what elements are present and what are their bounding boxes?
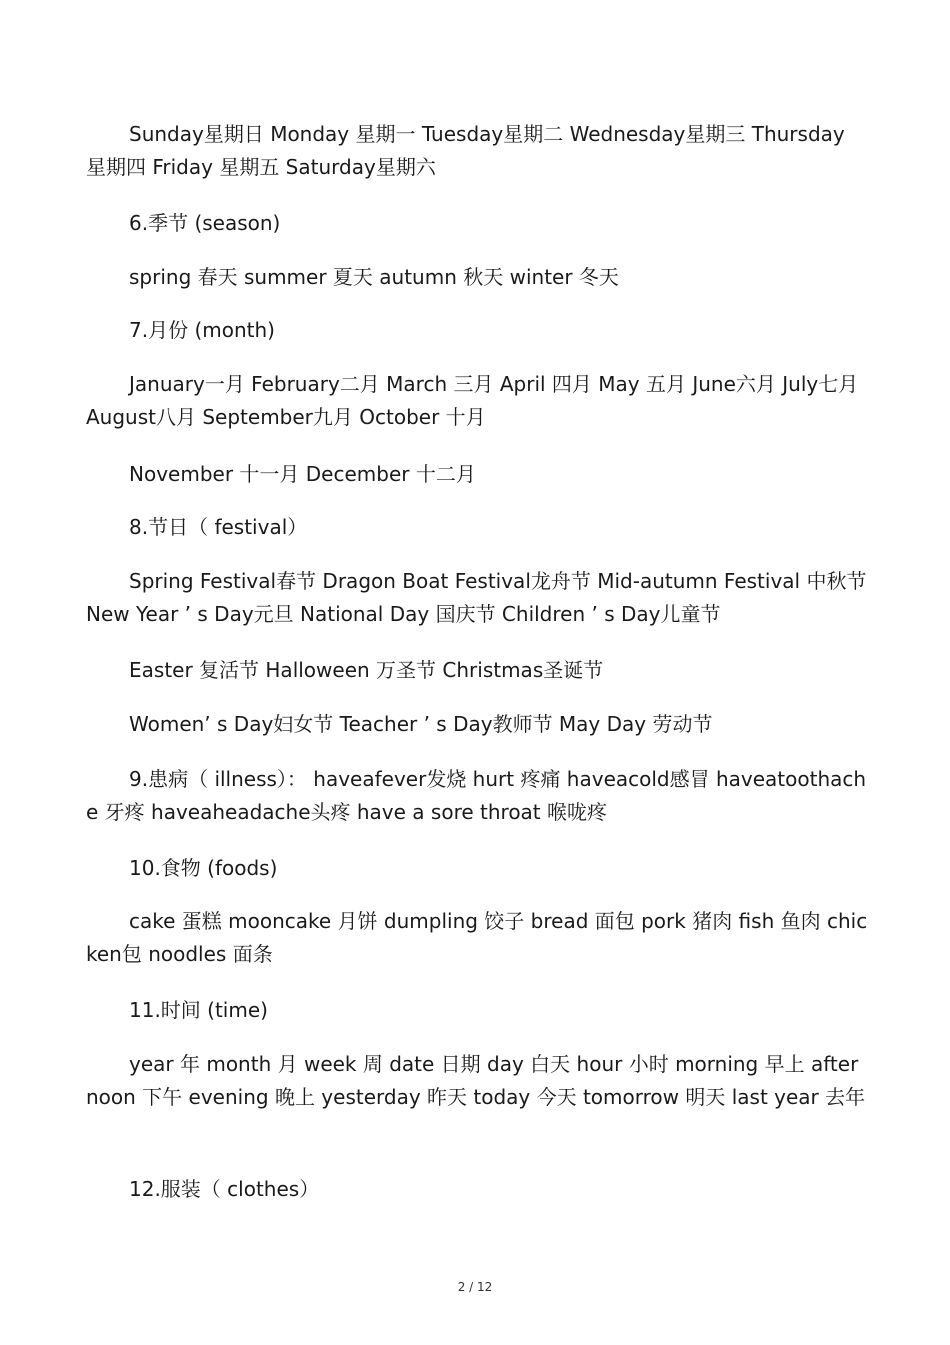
time-paragraph: year 年 month 月 week 周 date 日期 day 白天 hour 小时 morning 早上 afternoon 下午 evening 晚上 yesterday 昨天 today 今天 tomorrow 明天 last year 去年 [86, 1052, 866, 1109]
months-paragraph: January一月 February二月 March 三月 April 四月 May 五月 June六月 July七月 August八月 September九月 October 十月 [86, 372, 859, 429]
seasons-paragraph: spring 春天 summer 夏天 autumn 秋天 winter 冬天 [129, 265, 619, 289]
heading-festival: 8.节日（ festival） [129, 515, 308, 539]
heading-month: 7.月份 (month) [129, 318, 275, 342]
page-number: 2 / 12 [457, 1280, 493, 1294]
heading-foods: 10.食物 (foods) [129, 856, 278, 880]
heading-season: 6.季节 (season) [129, 211, 281, 235]
illness-paragraph: 9.患病（ illness）： haveafever发烧 hurt 疼痛 haveacold感冒 haveatoothache 牙疼 haveaheadache头疼 have a sore throat 喉咙疼 [86, 767, 867, 824]
heading-time: 11.时间 (time) [129, 998, 268, 1022]
festivals-paragraph-3: Women’ s Day妇女节 Teacher ’ s Day教师节 May Day 劳动节 [129, 712, 713, 736]
heading-clothes: 12.服装（ clothes） [129, 1177, 320, 1201]
festivals-paragraph: Spring Festival春节 Dragon Boat Festival龙舟节 Mid-autumn Festival 中秋节 New Year ’ s Day元旦 National Day 国庆节 Children ’ s Day儿童节 [86, 569, 867, 626]
days-of-week-paragraph: Sunday星期日 Monday 星期一 Tuesday星期二 Wednesday星期三 Thursday 星期四 Friday 星期五 Saturday星期六 [86, 122, 845, 179]
months-paragraph-continued: November 十一月 December 十二月 [129, 462, 476, 486]
festivals-paragraph-2: Easter 复活节 Halloween 万圣节 Christmas圣诞节 [129, 658, 604, 682]
foods-paragraph: cake 蛋糕 mooncake 月饼 dumpling 饺子 bread 面包 pork 猪肉 fish 鱼肉 chicken包 noodles 面条 [86, 909, 868, 966]
